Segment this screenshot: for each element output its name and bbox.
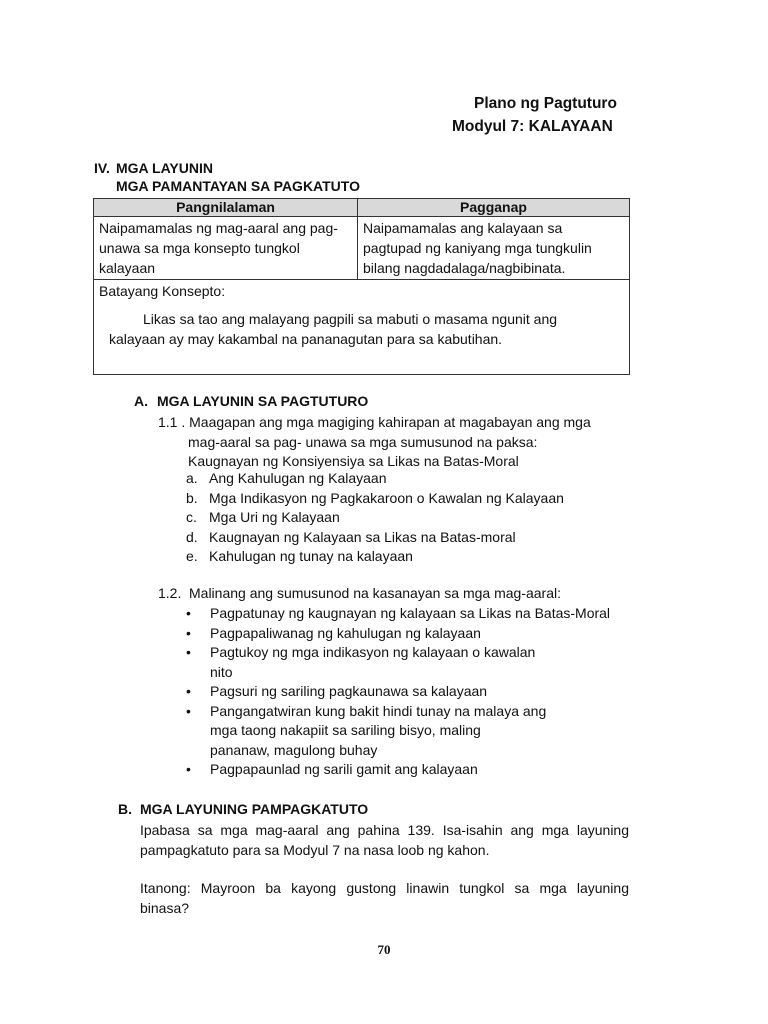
list-item-text: Mga Indikasyon ng Pagkakaroon o Kawalan ng Kalayaan [209, 489, 564, 506]
table-row [94, 217, 630, 280]
section-a-letter: A. [134, 393, 148, 409]
list-item-text: Kahulugan ng tunay na kalayaan [209, 548, 413, 564]
list-item-line: nito [210, 663, 233, 680]
konsepto-text [99, 309, 624, 349]
item-1-2 [158, 585, 561, 601]
question-line: Itanong: Mayroon ba kayong gustong linawin tungkol sa mga layuning [140, 880, 629, 896]
page-number: 70 [377, 942, 391, 957]
list-item-text [210, 682, 487, 702]
section-b-question [140, 879, 629, 918]
item-1-1-line: 1.1 . Maagapan ang mga magiging kahirapan at magabayan ang mga [158, 414, 591, 430]
item-1-1-line: mag-aaral sa pag- unawa sa mga sumusunod na paksa: [188, 433, 538, 450]
bullet-icon: • [186, 761, 191, 777]
bullet-icon: • [186, 683, 191, 699]
bullet-icon: • [186, 624, 191, 641]
table-header-pangnilalaman: Pangnilalaman [94, 199, 358, 217]
module-title: Modyul 7: KALAYAAN [452, 118, 613, 135]
list-item [186, 760, 626, 780]
item-1-1-line: Kaugnayan ng Konsiyensiya sa Likas na Batas-Moral [188, 453, 519, 469]
konsepto-line: kalayaan ay may kakambal na pananagutan para sa kabutihan. [109, 331, 503, 347]
cell-line: Naipamamalas ng mag-aaral ang pag- [99, 220, 338, 236]
list-marker: a. [186, 470, 198, 486]
list-item-text [210, 643, 535, 682]
table-cell-pangnilalaman [94, 217, 358, 280]
section-iv-subheading: MGA PAMANTAYAN SA PAGKATUTO [116, 178, 360, 194]
list-item-line: pananaw, magulong buhay [210, 741, 378, 758]
cell-line: Naipamamalas ang kalayaan sa [363, 220, 563, 236]
list-item-text: Mga Uri ng Kalayaan [209, 509, 340, 525]
list-item [186, 624, 626, 644]
konsepto-label: Batayang Konsepto: [99, 283, 226, 299]
list-item-text: Kaugnayan ng Kalayaan sa Likas na Batas-moral [209, 528, 516, 545]
list-item [186, 528, 564, 548]
list-marker: c. [186, 509, 197, 525]
table-row-konsepto [94, 280, 630, 375]
list-item-line: Pagpatunay ng kaugnayan ng kalayaan sa Likas na Batas-Moral [210, 605, 611, 621]
standards-table [93, 198, 630, 375]
list-item-text: Ang Kahulugan ng Kalayaan [209, 470, 387, 486]
list-item-text [210, 760, 478, 780]
list-item [186, 682, 626, 702]
section-iv-heading [94, 160, 213, 176]
list-item [186, 508, 564, 528]
list-item-text [210, 604, 610, 624]
table-header-pagganap: Pagganap [358, 199, 630, 217]
skills-list [186, 604, 626, 780]
item-1-1 [158, 413, 591, 472]
list-item-line: Pagpapaunlad ng sarili gamit ang kalayaan [210, 761, 478, 777]
table-cell-konsepto [94, 280, 630, 375]
table-cell-pagganap [358, 217, 630, 280]
list-item-line: Pagtukoy ng mga indikasyon ng kalayaan o kawalan [210, 644, 536, 660]
list-marker: d. [186, 528, 198, 545]
list-item-line: Pagpapaliwanag ng kahulugan ng kalayaan [210, 624, 481, 641]
question-line: binasa? [140, 899, 190, 916]
list-item [186, 469, 564, 489]
list-item-text [210, 702, 546, 761]
list-item-line: Pagsuri ng sariling pagkaunawa sa kalayaan [210, 683, 488, 699]
paragraph-line: pampagkatuto para sa Modyul 7 na nasa loob ng kahon. [140, 841, 490, 858]
list-marker: e. [186, 548, 198, 564]
section-iv-title: MGA LAYUNIN [116, 160, 213, 176]
bullet-icon: • [186, 702, 191, 719]
list-item [186, 547, 564, 567]
paragraph-line: Ipabasa sa mga mag-aaral ang pahina 139. Isa-isahin ang mga layuning [140, 822, 629, 838]
item-1-2-text: Malinang ang sumusunod na kasanayan sa mga mag-aaral: [189, 585, 562, 601]
section-a-title: MGA LAYUNIN SA PAGTUTURO [157, 393, 369, 409]
topic-list [186, 469, 564, 567]
section-b-paragraph [140, 821, 629, 860]
item-1-2-number: 1.2. [158, 585, 182, 601]
list-item-line: mga taong nakapiit sa sariling bisyo, maling [210, 722, 481, 738]
section-b-heading [118, 801, 368, 817]
list-item [186, 489, 564, 509]
section-a-heading [134, 393, 368, 409]
cell-line: unawa sa mga konsepto tungkol [99, 240, 300, 256]
section-b-title: MGA LAYUNING PAMPAGKATUTO [140, 801, 369, 817]
konsepto-line: Likas sa tao ang malayang pagpili sa mabuti o masama ngunit ang [143, 311, 558, 327]
cell-line: pagtupad ng kaniyang mga tungkulin [363, 240, 592, 256]
section-b-letter: B. [118, 801, 132, 817]
list-item [186, 643, 626, 682]
table-header-row [94, 199, 630, 217]
cell-line: bilang nagdadalaga/nagbibinata. [363, 260, 566, 276]
list-item [186, 604, 626, 624]
bullet-icon: • [186, 644, 191, 660]
list-item-text [210, 624, 481, 644]
list-item-line: Pangangatwiran kung bakit hindi tunay na malaya ang [210, 702, 547, 719]
bullet-icon: • [186, 605, 191, 621]
cell-line: kalayaan [99, 260, 156, 276]
page-title: Plano ng Pagtuturo [474, 95, 617, 112]
list-item [186, 702, 626, 761]
list-marker: b. [186, 489, 198, 506]
section-iv-number: IV. [94, 160, 110, 176]
